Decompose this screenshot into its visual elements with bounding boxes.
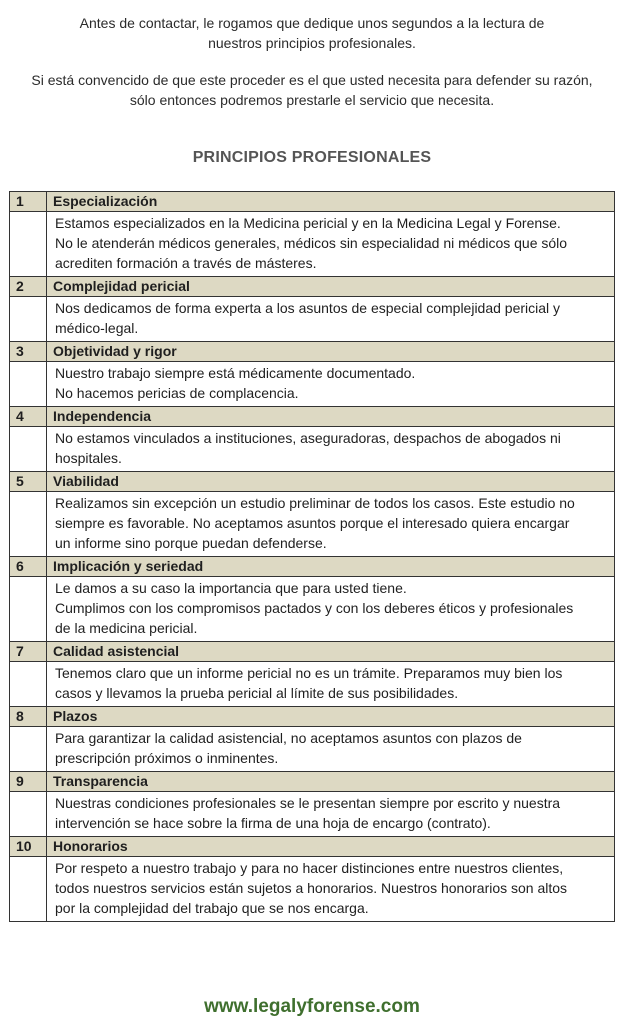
principle-name: Calidad asistencial <box>47 642 615 662</box>
principle-number-spacer <box>10 857 47 922</box>
principles-table-body <box>10 192 615 922</box>
principle-name: Especialización <box>47 192 615 212</box>
principle-description-row <box>10 492 615 557</box>
principle-description-row <box>10 857 615 922</box>
principle-number: 2 <box>10 277 47 297</box>
principle-header-row <box>10 707 615 727</box>
description-line: Nos dedicamos de forma experta a los asuntos de especial complejidad pericial y <box>55 300 561 316</box>
principle-description <box>47 427 615 472</box>
principle-description <box>47 297 615 342</box>
description-line: por la complejidad del trabajo que se nos encarga. <box>55 900 369 916</box>
principle-number: 6 <box>10 557 47 577</box>
principle-number: 3 <box>10 342 47 362</box>
principle-description <box>47 492 615 557</box>
principle-description <box>47 577 615 642</box>
description-line: un informe sino porque puedan defenderse. <box>55 535 327 551</box>
description-line: acrediten formación a través de másteres. <box>55 255 317 271</box>
description-line: No hacemos pericias de complacencia. <box>55 385 299 401</box>
intro-line: nuestros principios profesionales. <box>208 35 416 51</box>
principle-number-spacer <box>10 297 47 342</box>
description-line: Estamos especializados en la Medicina pericial y en la Medicina Legal y Forense. <box>55 215 561 231</box>
description-line: todos nuestros servicios están sujetos a honorarios. Nuestros honorarios son altos <box>55 880 568 896</box>
principle-name: Transparencia <box>47 772 615 792</box>
principle-number-spacer <box>10 792 47 837</box>
description-line: de la medicina pericial. <box>55 620 198 636</box>
description-line: Cumplimos con los compromisos pactados y con los deberes éticos y profesionales <box>55 600 574 616</box>
principle-description-row <box>10 662 615 707</box>
description-line: Por respeto a nuestro trabajo y para no hacer distinciones entre nuestros clientes, <box>55 860 564 876</box>
description-line: Nuestras condiciones profesionales se le presentan siempre por escrito y nuestra <box>55 795 561 811</box>
principle-header-row <box>10 837 615 857</box>
principle-header-row <box>10 192 615 212</box>
section-title: PRINCIPIOS PROFESIONALES <box>192 149 432 166</box>
principle-number-spacer <box>10 212 47 277</box>
principle-description-row <box>10 727 615 772</box>
description-line: Realizamos sin excepción un estudio preliminar de todos los casos. Este estudio no <box>55 495 575 511</box>
intro-line: Antes de contactar, le rogamos que dedique unos segundos a la lectura de <box>79 15 545 31</box>
principle-description <box>47 662 615 707</box>
principle-description-row <box>10 792 615 837</box>
intro-paragraph-2 <box>8 70 616 110</box>
principle-number-spacer <box>10 727 47 772</box>
principle-number-spacer <box>10 662 47 707</box>
description-line: Tenemos claro que un informe pericial no es un trámite. Preparamos muy bien los <box>55 665 563 681</box>
intro-line: sólo entonces podremos prestarle el servicio que necesita. <box>129 92 495 108</box>
principle-name: Independencia <box>47 407 615 427</box>
principle-description-row <box>10 297 615 342</box>
principle-description-row <box>10 427 615 472</box>
principle-number-spacer <box>10 362 47 407</box>
description-line: casos y llevamos la prueba pericial al límite de sus posibilidades. <box>55 685 459 701</box>
principle-description <box>47 727 615 772</box>
principle-number-spacer <box>10 492 47 557</box>
principle-name: Plazos <box>47 707 615 727</box>
principle-number: 8 <box>10 707 47 727</box>
principle-name: Honorarios <box>47 837 615 857</box>
description-line: intervención se hace sobre la firma de una hoja de encargo (contrato). <box>55 815 491 831</box>
principle-number: 7 <box>10 642 47 662</box>
principle-number-spacer <box>10 427 47 472</box>
principle-description <box>47 792 615 837</box>
description-line: Nuestro trabajo siempre está médicamente documentado. <box>55 365 416 381</box>
description-line: prescripción próximos o inminentes. <box>55 750 279 766</box>
principle-header-row <box>10 472 615 492</box>
principle-number: 5 <box>10 472 47 492</box>
description-line: Le damos a su caso la importancia que para usted tiene. <box>55 580 407 596</box>
principle-number: 10 <box>10 837 47 857</box>
website-link[interactable]: www.legalyforense.com <box>204 996 420 1017</box>
description-line: siempre es favorable. No aceptamos asuntos porque el interesado quiera encargar <box>55 515 570 531</box>
description-line: hospitales. <box>55 450 122 466</box>
principle-header-row <box>10 407 615 427</box>
intro-paragraph-1 <box>8 13 616 53</box>
principle-header-row <box>10 772 615 792</box>
description-line: No le atenderán médicos generales, médicos sin especialidad ni médicos que sólo <box>55 235 568 251</box>
principle-header-row <box>10 557 615 577</box>
principle-name: Complejidad pericial <box>47 277 615 297</box>
principles-table <box>9 191 615 922</box>
intro-line: Si está convencido de que este proceder es el que usted necesita para defender su razón, <box>31 72 593 88</box>
principle-description-row <box>10 212 615 277</box>
principle-number: 1 <box>10 192 47 212</box>
principle-number: 9 <box>10 772 47 792</box>
description-line: médico-legal. <box>55 320 139 336</box>
principle-number-spacer <box>10 577 47 642</box>
principle-description <box>47 362 615 407</box>
principle-description <box>47 857 615 922</box>
principle-name: Objetividad y rigor <box>47 342 615 362</box>
principle-number: 4 <box>10 407 47 427</box>
principle-description <box>47 212 615 277</box>
principle-name: Implicación y seriedad <box>47 557 615 577</box>
principle-header-row <box>10 342 615 362</box>
principle-description-row <box>10 362 615 407</box>
description-line: No estamos vinculados a instituciones, aseguradoras, despachos de abogados ni <box>55 430 561 446</box>
principle-description-row <box>10 577 615 642</box>
principle-name: Viabilidad <box>47 472 615 492</box>
description-line: Para garantizar la calidad asistencial, no aceptamos asuntos con plazos de <box>55 730 522 746</box>
principle-header-row <box>10 642 615 662</box>
principle-header-row <box>10 277 615 297</box>
